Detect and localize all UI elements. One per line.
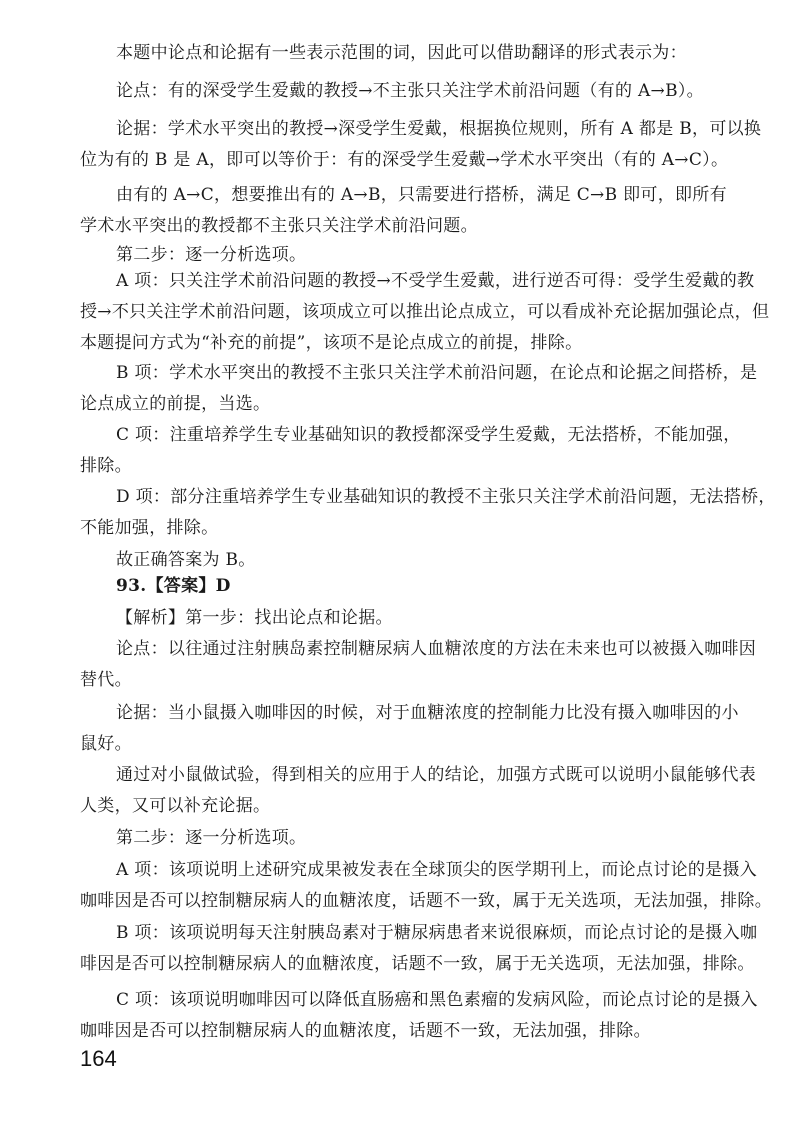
text-line: D 项：部分注重培养学生专业基础知识的教授不主张只关注学术前沿问题，无法搭桥， [116,487,776,507]
paragraph [80,266,770,359]
text-line: A 项：只关注学术前沿问题的教授→不受学生爱戴，进行逆否可得：受学生爱戴的教 [116,271,755,291]
text-line: 论点：以往通过注射胰岛素控制糖尿病人血糖浓度的方法在未来也可以被摄入咖啡因 [116,639,757,659]
text-line: B 项：学术水平突出的教授不主张只关注学术前沿问题，在论点和论据之间搭桥，是 [116,363,758,383]
text-line: 论据：当小鼠摄入咖啡因的时候，对于血糖浓度的控制能力比没有摄入咖啡因的小 [116,703,739,723]
text-line: 咖啡因是否可以控制糖尿病人的血糖浓度，话题不一致，无法加强，排除。 [80,1021,651,1041]
paragraph [80,918,758,980]
text-line: 位为有的 B 是 A，即可以等价于：有的深受学生爱戴→学术水平突出（有的 A→C）。 [80,150,729,170]
text-line: 不能加强，排除。 [80,518,219,538]
text-line: 故正确答案为 B。 [116,550,256,570]
text-line: C 项：该项说明咖啡因可以降低直肠癌和黑色素瘤的发病风险，而论点讨论的是摄入 [116,990,758,1010]
paragraph [80,634,757,696]
page-number: 164 [80,1046,117,1071]
paragraph [80,114,762,176]
text-line: 排除。 [80,456,132,476]
text-line: A 项：该项说明上述研究成果被发表在全球顶尖的医学期刊上，而论点讨论的是摄入 [116,860,758,880]
text-line: B 项：该项说明每天注射胰岛素对于糖尿病患者来说很麻烦，而论点讨论的是摄入咖 [116,923,758,943]
paragraph [80,760,757,822]
paragraph [80,482,776,544]
text-line: 论据：学术水平突出的教授→深受学生爱戴，根据换位规则，所有 A 都是 B，可以换 [116,119,762,139]
paragraph [80,420,741,482]
text-line: 学术水平突出的教授都不主张只关注学术前沿问题。 [80,216,478,236]
text-line: 本题中论点和论据有一些表示范围的词，因此可以借助翻译的形式表示为： [116,43,687,63]
text-line: 咖啡因是否可以控制糖尿病人的血糖浓度，话题不一致，属于无关选项，无法加强，排除。 [80,891,772,911]
text-line: 由有的 A→C，想要推出有的 A→B，只需要进行搭桥，满足 C→B 即可，即所有 [116,185,727,205]
paragraph [80,985,758,1047]
text-line: 【解析】第一步：找出论点和论据。 [116,608,393,628]
text-line: 授→不只关注学术前沿问题，该项成立可以推出论点成立，可以看成补充论据加强论点，但 [80,302,770,322]
text-line: 鼠好。 [80,734,132,754]
text-line: 论点：有的深受学生爱戴的教授→不主张只关注学术前沿问题（有的 A→B）。 [116,81,704,101]
text-line: 啡因是否可以控制糖尿病人的血糖浓度，话题不一致，属于无关选项，无法加强，排除。 [80,954,755,974]
text-line: 第二步：逐一分析选项。 [116,245,307,265]
paragraph [80,603,720,634]
paragraph [80,855,772,917]
paragraph [80,180,727,242]
text-line: 本题提问方式为“补充的前提”，该项不是论点成立的前提，排除。 [80,333,583,353]
paragraph [80,571,720,602]
text-line: 替代。 [80,670,132,690]
text-line: 人类，又可以补充论据。 [80,796,271,816]
paragraph [80,76,720,107]
paragraph [80,358,758,420]
paragraph [80,823,720,854]
text-line: 论点成立的前提，当选。 [80,394,271,414]
paragraph [80,698,739,760]
text-line: 通过对小鼠做试验，得到相关的应用于人的结论，加强方式既可以说明小鼠能够代表 [116,765,757,785]
text-line: C 项：注重培养学生专业基础知识的教授都深受学生爱戴，无法搭桥，不能加强， [116,425,741,445]
paragraph [80,38,720,69]
text-line: 第二步：逐一分析选项。 [116,828,307,848]
text-line: 93.【答案】D [116,576,231,596]
